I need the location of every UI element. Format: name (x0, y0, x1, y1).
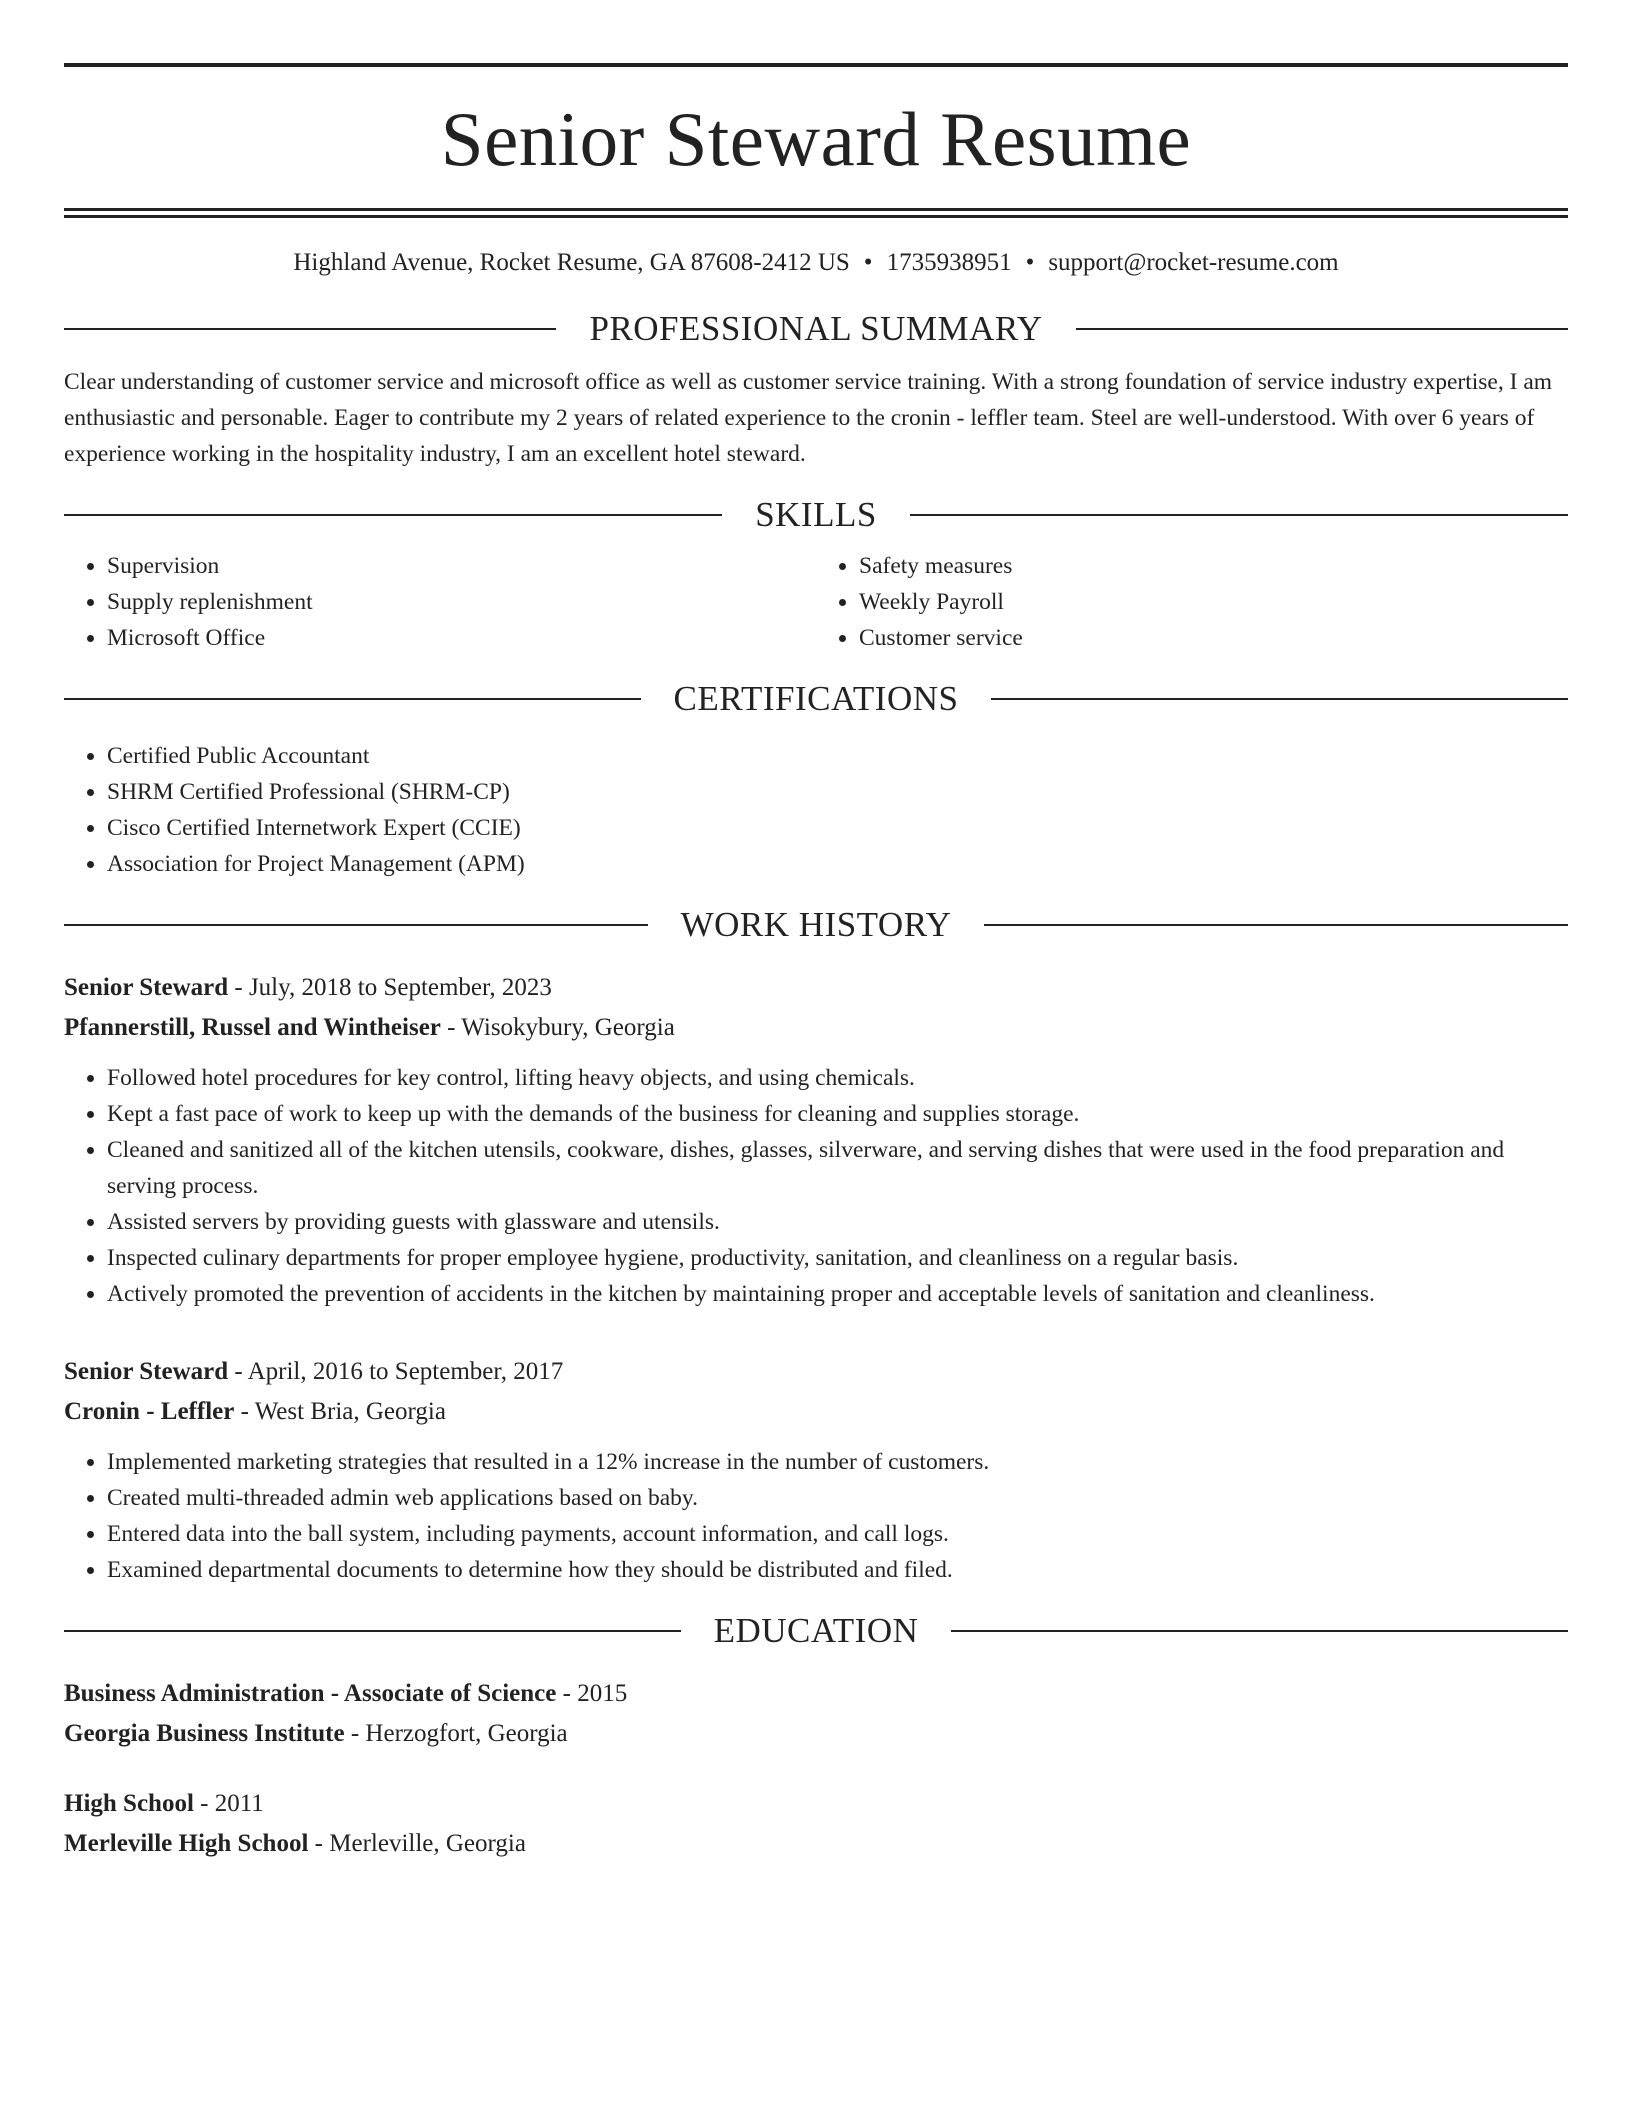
education-school-line (64, 1824, 1568, 1864)
contact-separator: • (863, 249, 873, 276)
list-item: • Association for Project Management (APM) (107, 846, 1568, 882)
section-title: CERTIFICATIONS (673, 679, 959, 718)
job-title-line (64, 1352, 1568, 1392)
list-item: • Supervision (107, 548, 816, 584)
job-company-line (64, 1008, 1568, 1048)
heading-rule (991, 698, 1568, 700)
section-heading-summary (64, 308, 1568, 350)
section-title: SKILLS (755, 495, 877, 534)
contact-address: Highland Avenue, Rocket Resume, GA 87608-2412 US (293, 249, 850, 276)
skills-columns (64, 548, 1568, 656)
job-company: Cronin - Leffler (64, 1398, 235, 1425)
heading-rule (64, 328, 556, 330)
education-school-line (64, 1714, 1568, 1754)
section-heading-work-history (64, 904, 1568, 946)
contact-email: support@rocket-resume.com (1048, 249, 1339, 276)
list-item: • Assisted servers by providing guests with glassware and utensils. (107, 1204, 1568, 1240)
section-title: PROFESSIONAL SUMMARY (589, 309, 1043, 348)
list-item: • Followed hotel procedures for key control, lifting heavy objects, and using chemicals. (107, 1060, 1568, 1096)
education-degree-line (64, 1784, 1568, 1824)
heading-rule (984, 924, 1568, 926)
education-year: - 2015 (556, 1680, 628, 1707)
list-item: • Cisco Certified Internetwork Expert (CCIE) (107, 810, 1568, 846)
list-item: • Microsoft Office (107, 620, 816, 656)
job-dates: - July, 2018 to September, 2023 (228, 974, 552, 1001)
section-title: EDUCATION (713, 1611, 919, 1650)
list-item: • SHRM Certified Professional (SHRM-CP) (107, 774, 1568, 810)
list-item: • Safety measures (859, 548, 1568, 584)
list-item: • Weekly Payroll (859, 584, 1568, 620)
skills-list-left (64, 548, 816, 656)
list-item: • Entered data into the ball system, including payments, account information, and call logs. (107, 1516, 1568, 1552)
top-rule (64, 63, 1568, 67)
list-item: • Inspected culinary departments for proper employee hygiene, productivity, sanitation, and cleanliness on a regular basis. (107, 1240, 1568, 1276)
heading-rule (64, 698, 641, 700)
education-year: - 2011 (193, 1790, 264, 1817)
certifications-list (64, 738, 1568, 882)
contact-separator: • (1025, 249, 1035, 276)
heading-rule (64, 514, 722, 516)
education-location: - Merleville, Georgia (308, 1830, 526, 1857)
job-company: Pfannerstill, Russel and Wintheiser (64, 1014, 441, 1041)
heading-rule (64, 924, 648, 926)
list-item: • Created multi-threaded admin web applications based on baby. (107, 1480, 1568, 1516)
education-school: Merleville High School (64, 1830, 309, 1857)
list-item: • Actively promoted the prevention of accidents in the kitchen by maintaining proper and acceptable levels of sanitation and cleanliness. (107, 1276, 1568, 1312)
skills-list-right (816, 548, 1568, 656)
job-entry (64, 1352, 1568, 1588)
list-item: • Kept a fast pace of work to keep up with the demands of the business for cleaning and supplies storage. (107, 1096, 1568, 1132)
education-entry (64, 1784, 1568, 1864)
section-heading-education (64, 1610, 1568, 1652)
job-entry (64, 968, 1568, 1312)
job-company-line (64, 1392, 1568, 1432)
job-location: - Wisokybury, Georgia (440, 1014, 675, 1041)
list-item: • Implemented marketing strategies that resulted in a 12% increase in the number of customers. (107, 1444, 1568, 1480)
heading-rule (1076, 328, 1568, 330)
heading-rule (64, 1630, 681, 1632)
job-title: Senior Steward (64, 1358, 229, 1385)
list-item: • Examined departmental documents to determine how they should be distributed and filed. (107, 1552, 1568, 1588)
education-degree-line (64, 1674, 1568, 1714)
heading-rule (910, 514, 1568, 516)
job-title-line (64, 968, 1568, 1008)
job-bullets (64, 1060, 1568, 1312)
job-bullets (64, 1444, 1568, 1588)
section-title: WORK HISTORY (680, 905, 952, 944)
page-title: Senior Steward Resume (440, 96, 1192, 182)
contact-line (64, 248, 1568, 278)
section-heading-certifications (64, 678, 1568, 720)
education-degree: Business Administration - Associate of Science (64, 1680, 557, 1707)
job-dates: - April, 2016 to September, 2017 (228, 1358, 564, 1385)
summary-text: Clear understanding of customer service and microsoft office as well as customer service training. With a strong foundation of service industry expertise, I am enthusiastic and personable. Eager to contribute my 2 years of related experience to the cronin - leffler team. Steel are well-understood. With over 6 years of experience working in the hospitality industry, I am an excellent hotel steward. (64, 369, 1553, 467)
education-entry (64, 1674, 1568, 1754)
title-double-rule (64, 208, 1568, 218)
education-location: - Herzogfort, Georgia (344, 1720, 568, 1747)
job-title: Senior Steward (64, 974, 229, 1001)
education-school: Georgia Business Institute (64, 1720, 345, 1747)
list-item: • Certified Public Accountant (107, 738, 1568, 774)
education-degree: High School (64, 1790, 194, 1817)
list-item: • Supply replenishment (107, 584, 816, 620)
contact-phone: 1735938951 (886, 249, 1012, 276)
heading-rule (951, 1630, 1568, 1632)
job-location: - West Bria, Georgia (234, 1398, 446, 1425)
list-item: • Customer service (859, 620, 1568, 656)
section-heading-skills (64, 494, 1568, 536)
list-item: • Cleaned and sanitized all of the kitchen utensils, cookware, dishes, glasses, silverware, and serving dishes that were used in the food preparation and serving process. (107, 1132, 1568, 1204)
